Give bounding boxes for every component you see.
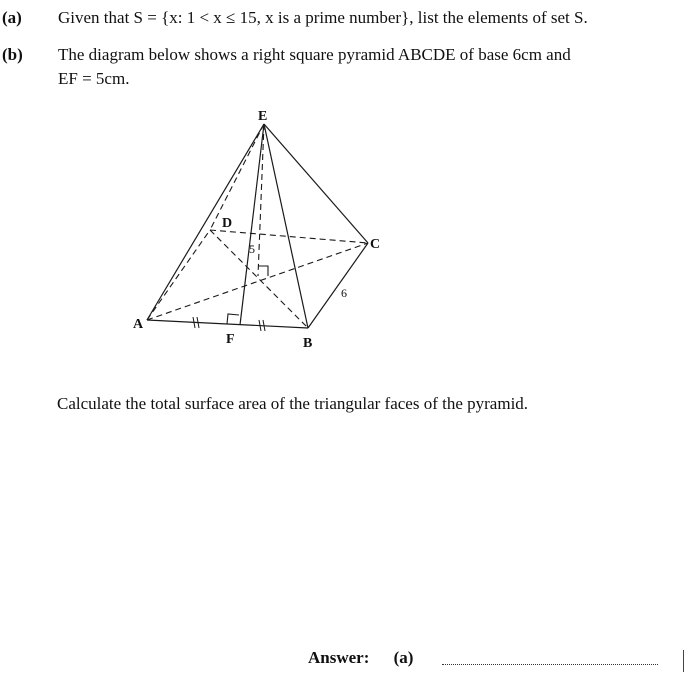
answer-row (308, 646, 413, 670)
vertex-label-e: E (258, 109, 268, 124)
answer-line[interactable] (442, 664, 658, 665)
question-b-text-line-2: EF = 5cm. (58, 69, 130, 88)
diagonal-ac (147, 243, 368, 320)
edge-ea (147, 124, 264, 320)
right-angle-mark-f (227, 314, 239, 324)
height-label: 5 (249, 242, 255, 256)
answer-label: Answer: (308, 648, 370, 667)
question-b-label: (b) (2, 45, 23, 64)
edge-ed (210, 124, 264, 230)
calculation-prompt: Calculate the total surface area of the triangular faces of the pyramid. (57, 394, 529, 413)
right-angle-mark-center (258, 266, 268, 276)
edge-ec (264, 124, 368, 243)
vertex-label-b: B (303, 336, 313, 351)
point-label-f: F (226, 332, 235, 347)
vertex-label-a: A (133, 317, 144, 332)
question-a-label: (a) (2, 8, 22, 27)
page-edge-mark (683, 650, 684, 672)
vertex-label-d: D (222, 216, 233, 231)
question-b-text-line-1: The diagram below shows a right square pyramid ABCDE of base 6cm and (58, 45, 571, 64)
edge-bc (308, 243, 368, 328)
edge-ad (147, 230, 210, 320)
side-length-label: 6 (341, 286, 347, 300)
question-a-text: Given that S = {x: 1 < x ≤ 15, x is a prime number}, list the elements of set S. (58, 8, 588, 27)
vertex-label-c: C (370, 237, 381, 252)
answer-part-label: (a) (393, 648, 414, 667)
edge-eb (264, 124, 308, 328)
